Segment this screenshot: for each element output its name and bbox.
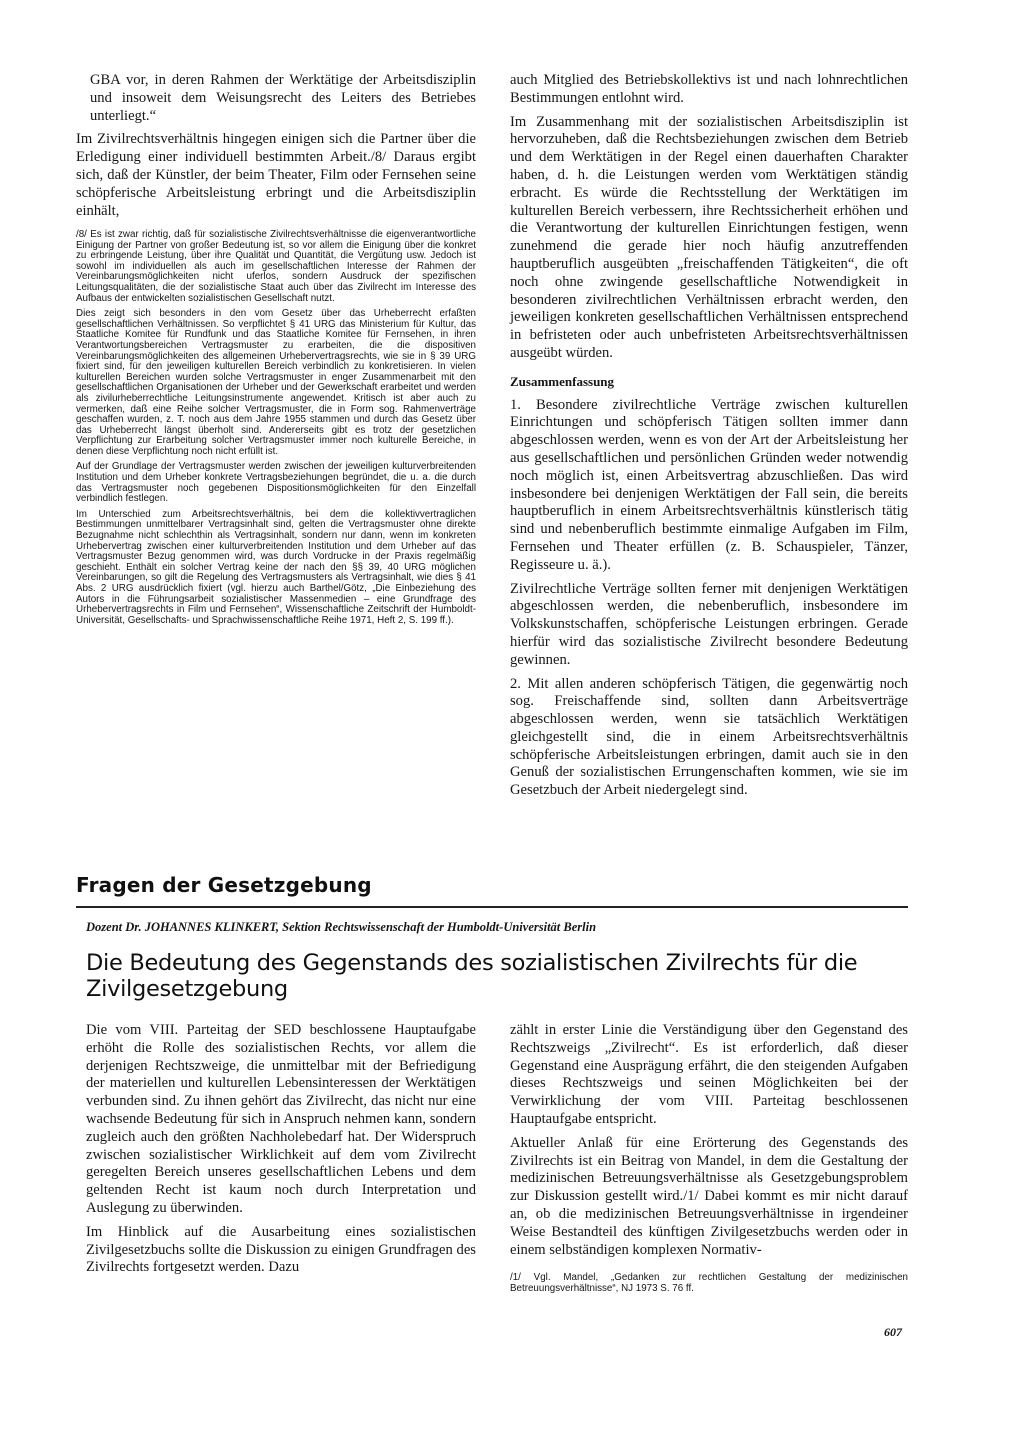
section-title: Fragen der Gesetzgebung xyxy=(76,873,372,897)
article-right-column xyxy=(510,1022,908,1265)
paragraph: Aktueller Anlaß für eine Erörterung des Gegenstands des Zivilrechts ist ein Beitrag von Mandel, in dem die Gestaltung der medizinischen Betreuungsverhältnisse als Gesetzgebungsproblem zur Diskussion gestellt wird./1/ Dabei kommt es mir nicht darauf an, ob die medizinischen Betreuungsverhältnisse in irgendeiner Weise Bestandteil des künftigen Zivilgesetzbuchs werden oder in einem selbständigen komplexen Normativ- xyxy=(510,1134,908,1258)
paragraph: GBA vor, in deren Rahmen der Werktätige der Arbeitsdisziplin und insoweit dem Weisungsrecht des Leiters des Betriebes unterliegt.“ xyxy=(90,72,476,124)
upper-right-column xyxy=(510,72,908,806)
paragraph: auch Mitglied des Betriebskollektivs ist und nach lohnrechtlichen Bestimmungen entlohnt wird. xyxy=(510,72,908,106)
paragraph: Zivilrechtliche Verträge sollten ferner mit denjenigen Werktätigen abgeschlossen werden, die nebenberuflich, insbesondere im Volkskunstschaffen, schöpferische Leistungen erbringen. Gerade hierfür wird das sozialistische Zivilrecht besondere Bedeutung gewinnen. xyxy=(510,580,908,668)
footnote: /1/ Vgl. Mandel, „Gedanken zur rechtlichen Gestaltung der medizinischen Betreuungsverhältnisse“, NJ 1973 S. 76 ff. xyxy=(510,1272,908,1294)
section-divider xyxy=(76,906,908,908)
article-title: Die Bedeutung des Gegenstands des sozialistischen Zivilrechts für die Zivilgesetzgebung xyxy=(86,950,858,1002)
paragraph: 1. Besondere zivilrechtliche Verträge zwischen kulturellen Einrichtungen und schöpferisch Tätigen sollten immer dann abgeschlossen werden, wenn es von der Art der Arbeitsleistung her aus gesellschaftlichen und persönlichen Gründen weder notwendig noch möglich ist, einen Arbeitsvertrag abzuschließen. Das wird insbesondere bei denjenigen Werktätigen der Fall sein, die bereits hauptberuflich in einem Arbeitsrechtsverhältnis künstlerisch tätig sind und nebenberuflich bestimmte einmalige Aufgaben im Film, Fernsehen und Theater erfüllen (z. B. Schauspieler, Tänzer, Regisseure u. ä.). xyxy=(510,396,908,573)
paragraph: zählt in erster Linie die Verständigung über den Gegenstand des Rechtszweigs „Zivilrecht“. Es ist erforderlich, daß dieser Gegenstand eine Ausprägung erfährt, die den steigenden Aufgaben dieses Rechtszweigs und seinen Möglichkeiten bei der Verwirklichung der vom VIII. Parteitag beschlossenen Hauptaufgabe entspricht. xyxy=(510,1022,908,1127)
footnote: Im Unterschied zum Arbeitsrechtsverhältnis, bei dem die kollektivvertraglichen Bestimmungen unmittelbarer Vertragsinhalt sind, gelten die Vertragsmuster ohne direkte Bezugnahme nicht schlechthin als Vertragsinhalt, sondern nur dann, wenn im konkreten Urhebervertrag zwischen einer kulturverbreitenden Institution und dem Urheber auf das Vertragsmuster Bezug genommen wird, was durch Vordrucke in der Praxis regelmäßig geschieht. Enthält ein solcher Vertrag keine der nach den §§ 39, 40 URG möglichen Vereinbarungen, so gilt die Regelung des Vertragsmusters als Vertragsinhalt, wie dies § 41 Abs. 2 URG ausdrücklich fixiert (vgl. hierzu auch Barthel/Götz, „Die Einbeziehung des Autors in die Führungsarbeit sozialistischer Massenmedien – eine Grundfrage des Urhebervertragsrechts in Film und Fernsehen“, Wissenschaftliche Zeitschrift der Humboldt-Universität, Gesellschafts- und Sprachwissenschaftliche Reihe 1971, Heft 2, S. 199 ff.). xyxy=(76,508,476,626)
footnote: Auf der Grundlage der Vertragsmuster werden zwischen der jeweiligen kulturverbreitenden Institution und dem Urheber konkrete Vertragsbeziehungen begründet, die u. a. die durch das Vertragsmuster noch gegebenen Dispositionsmöglichkeiten für den Einzelfall verbindlich festlegen. xyxy=(76,461,476,505)
article-left-column xyxy=(86,1022,476,1283)
footnote-block xyxy=(76,230,476,631)
footnote: Dies zeigt sich besonders in den vom Gesetz über das Urheberrecht erfaßten gesellschaftlichen Verhältnissen. So verpflichtet § 41 URG das Ministerium für Kultur, das Staatliche Komitee für Rundfunk und das Staatliche Komitee für Fernsehen, in ihren Verantwortungsbereichen Vertragsmuster zu erarbeiten, die die dispositiven Vereinbarungsmöglichkeiten des allgemeinen Urhebervertragsrechts, wie sie in § 39 URG fixiert sind, für den jeweiligen kulturellen Bereich verbindlich zu konkretisieren. In vielen kulturellen Bereichen wurden solche Vertragsmuster in enger Zusammenarbeit mit den gesellschaftlichen Organisationen der Urheber und der Gewerkschaft erarbeitet und werden als zivilurheberrechtliche Leitungsinstrumente angewendet. Kritisch ist aber auch zu vermerken, daß eine Reihe solcher Vertragsmuster, die in Form sog. Rahmenverträge geschaffen wurden, z. T. noch aus dem Jahre 1955 stammen und durch das Gesetz über das Urheberrecht längst überholt sind. Andererseits gibt es trotz der gesetzlichen Verpflichtung zur Erarbeitung solcher Vertragsmuster immer noch kulturelle Bereiche, in denen diese Verpflichtung noch nicht erfüllt ist. xyxy=(76,308,476,457)
paragraph: Im Hinblick auf die Ausarbeitung eines sozialistischen Zivilgesetzbuchs sollte die Diskussion zu einigen Grundfragen des Zivilrechts fortgesetzt werden. Dazu xyxy=(86,1223,476,1276)
section-heading: Zusammenfassung xyxy=(510,373,615,389)
paragraph: 2. Mit allen anderen schöpferisch Tätigen, die gegenwärtig noch sog. Freischaffende sind, sollten dann Arbeitsverträge abgeschlossen werden, wenn sie tatsächlich Werktätigen gleichgestellt sind, die in einem Arbeitsrechtsverhältnis schöpferische Arbeitsleistungen erbringen, damit auch sie in den Genuß der sozialistischen Errungenschaften kommen, wie sie im Gesetzbuch der Arbeit niedergelegt sind. xyxy=(510,675,908,799)
page-number: 607 xyxy=(884,1325,902,1339)
paragraph: Im Zusammenhang mit der sozialistischen Arbeitsdisziplin ist hervorzuheben, daß die Rechtsbeziehungen zwischen dem Betrieb und dem Werktätigen in der Regel einen dauerhaften Charakter haben, d. h. die Leistungen werden vom Werktätigen ständig erbracht. Es würde die Rechtsstellung der Werktätigen im kulturellen Bereich verbessern, ihre Rechtssicherheit erhöhen und die Verantwortung der kulturellen Einrichtungen festigen, wenn zunehmend die gerade hier noch häufig anzutreffenden hauptberuflich ausgeübten „freischaffenden Tätigkeiten“, die oft noch ohne zwingende gesellschaftliche Notwendigkeit in besonderen zivilrechtlichen Verhältnissen erbracht werden, den jeweiligen konkreten gesellschaftlichen Verhältnissen entsprechend in befristeten oder auch unbefristeten Arbeitsrechtsverhältnissen ausgeübt würden. xyxy=(510,113,908,361)
paragraph: Die vom VIII. Parteitag der SED beschlossene Hauptaufgabe erhöht die Rolle des sozialistischen Rechts, vor allem die derjenigen Rechtszweige, die unmittelbar mit der Befriedigung der materiellen und kulturellen Lebensinteressen der Werktätigen verbunden sind. Zu ihnen gehört das Zivilrecht, das nicht nur eine wachsende Bedeutung für sich in Anspruch nehmen kann, sondern zugleich auch den größten Nachholebedarf hat. Der Widerspruch zwischen sozialistischer Wirklichkeit auf dem vom Zivilrecht geregelten Bereich unseres gesellschaftlichen Lebens und dem geltenden Recht ist kaum noch durch Interpretation und Auslegung zu überwinden. xyxy=(86,1022,476,1216)
upper-left-column xyxy=(76,72,476,226)
article-footnote xyxy=(510,1273,908,1299)
paragraph: Im Zivilrechtsverhältnis hingegen einigen sich die Partner über die Erledigung einer individuell bestimmten Arbeit./8/ Daraus ergibt sich, daß der Künstler, der beim Theater, Film oder Fernsehen seine schöpferische Arbeitsleistung erbringt und die Arbeitsdisziplin einhält, xyxy=(76,131,476,219)
footnote: /8/ Es ist zwar richtig, daß für sozialistische Zivilrechtsverhältnisse die eigenverantwortliche Einigung der Partner von großer Bedeutung ist, so vor allem die Einigung über die konkret zu erbringende Leistung, über ihre Qualität und Quantität, die Vergütung usw. Jedoch ist sowohl im individuellen als auch im gesellschaftlichen Interesse der Rahmen der Vereinbarungsmöglichkeiten nicht uferlos, sondern Ausdruck der spezifischen Leitungsqualitäten, die der sozialistische Staat auch über das Zivilrecht im Interesse des Aufbaus der entwickelten sozialistischen Gesellschaft nutzt. xyxy=(76,229,476,304)
author-line: Dozent Dr. JOHANNES KLINKERT, Sektion Rechtswissenschaft der Humboldt-Universität Berlin xyxy=(86,920,597,934)
